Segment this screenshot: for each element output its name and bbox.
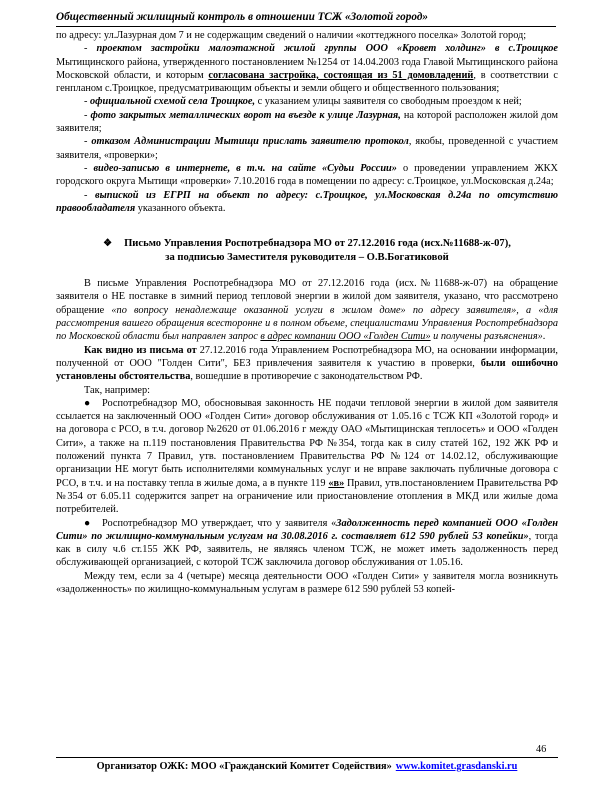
section-heading: ❖ Письмо Управления Роспотребнадзора МО от 27.12.2016 года (исх.№11688-ж-07), — [103, 238, 511, 250]
diamond-bullet-icon: ❖ — [103, 238, 113, 250]
list-item-project: - проектом застройки малоэтажной жилой группы ООО «Кровет холдинг» в с.Троицкое Мытищинского района, утвержденного постановлением №1254 от 14.04.2003 года Главой Мытищинского района Московской области, и которым согласована застройка, состоящая из 51 домовладений, в соответствии с генпланом с.Троицкое, предусматривающим объекты и земли общего и общественного пользования; — [56, 43, 558, 95]
list-item-refusal: - отказом Администрации Мытищи прислать заявителю протокол, якобы, проведенной с участием заявителя, «проверки»; — [56, 136, 558, 161]
footer-website-link[interactable]: www.komitet.grasdanski.ru — [395, 761, 518, 772]
list-item-scheme: - официальной схемой села Троицкое, с указанием улицы заявителя со свободным проездом к ней; — [84, 96, 522, 108]
list-item-video: - видео-записью в интернете, в т.ч. на сайте «Судьи России» о проведении управлением ЖКХ городского округа Мытищи «проверки» 7.10.2016 года в помещении по адресу: с.Троицкое, ул.Московская д.24а; — [56, 162, 558, 188]
running-header: Общественный жилищный контроль в отношении ТСЖ «Золотой город» — [56, 11, 428, 23]
list-continuation: по адресу: ул.Лазурная дом 7 и не содержащим сведений о наличии «коттеджного поселка» Золотой город; — [56, 30, 527, 41]
paragraph-seen: Как видно из письма от 27.12.2016 года Управлением Роспотребнадзора МО, на основании информации, полученной от ООО "Голден Сити", БЕЗ привлечения заявителя к участию в проверки, были ошибочно установлены обстоятельства, вошедшие в противоречие с законодательством РФ. — [56, 344, 558, 383]
section-subheading: за подписью Заместителя руководителя – О.В.Богатиковой — [165, 252, 449, 264]
paragraph-example: Так, например: — [84, 384, 150, 396]
list-item-extract: - выпиской из ЕГРП на объект по адресу: с.Троицкое, ул.Московская д.24а по отсутствию правообладателя указанного объекта. — [56, 189, 558, 214]
bullet-item-1: ● Роспотребнадзор МО, обосновывая законность НЕ подачи тепловой энергии в жилой дом заявителя ссылается на заключенный ООО «Голден Сити» договор обслуживания от 1.05.16 с ТСЖ КП «Золотой город» и на договора с РСО, в т.ч. договор №2620 от 01.06.2016 г между ОАО «Мытищинская теплосеть» и ООО «Голден Сити», а также на п.119 постановления Правительства РФ №354, тогда как в силу статей 162, 192 ЖК РФ и положений пункта 7 Правил, утв. постановлением Правительства РФ №124 от 14.02.12, обслуживающие организации НЕ могут быть исполнителями коммунальных услуг и не вправе заключать публичные договора с РСО, в т.ч. и на поставку тепла в жилые дома, а в пункте 119 «в» Правил, утв.постановлением Правительства РФ №354 от 6.05.11 содержится запрет на ограничение или приостановление отопления в МКД или жилые дома потребителей. — [56, 397, 558, 516]
paragraph-letter: В письме Управления Роспотребнадзора МО от 27.12.2016 года (исх.№11688-ж-07) на обращение заявителя о НЕ поставке в зимний период тепловой энергии в жилой дом заявителя, указано, что рассмотрено обращение «по вопросу ненадлежаще оказанной услуги в жилом доме» по адресу заявителя», а «для рассмотрения вашего обращения всесторонне и в полном объеме, специалистами Управления Роспотребнадзора по Московской области был направлен запрос в адрес компании ООО «Голден Сити» и получены разъяснения». — [56, 278, 558, 343]
page-number: 46 — [536, 744, 547, 755]
bullet-item-2: ● Роспотребнадзор МО утверждает, что у заявителя «Задолженность перед компанией ООО «Голден Сити» по жилищно-коммунальным услугам на 30.08.2016 г. составляет 612 590 рублей 53 копейки», тогда как в силу ч.6 ст.155 ЖК РФ, заявитель, не являясь членом ТСЖ, не может иметь задолженность перед обслуживающей организацией, с которой ТСЖ заключила договор обслуживания от 1.05.16. — [56, 517, 558, 569]
paragraph-meanwhile: Между тем, если за 4 (четыре) месяца деятельности ООО «Голден Сити» у заявителя могла возникнуть «задолженность» по жилищно-коммунальным услугам в размере 612 590 рублей 53 копей- — [56, 570, 558, 595]
bullet-dot-icon: ● — [84, 517, 91, 529]
header-divider — [56, 26, 556, 27]
footer-organizer: Организатор ОЖК: МОО «Гражданский Комитет Содействия» — [96, 761, 392, 772]
list-item-photo: - фото закрытых металлических ворот на въезде к улице Лазурная, на которой расположен жилой дом заявителя; — [56, 109, 558, 135]
bold-italic-text: проектом застройки малоэтажной жилой группы ООО «Кровет холдинг» в с.Троицкое — [96, 43, 558, 55]
bullet-dot-icon: ● — [84, 397, 91, 409]
footer — [56, 760, 558, 774]
underlined-bold-text: согласована застройка, состоящая из 51 домовладений — [208, 69, 474, 81]
footer-divider — [56, 757, 558, 758]
document-body — [56, 29, 558, 596]
